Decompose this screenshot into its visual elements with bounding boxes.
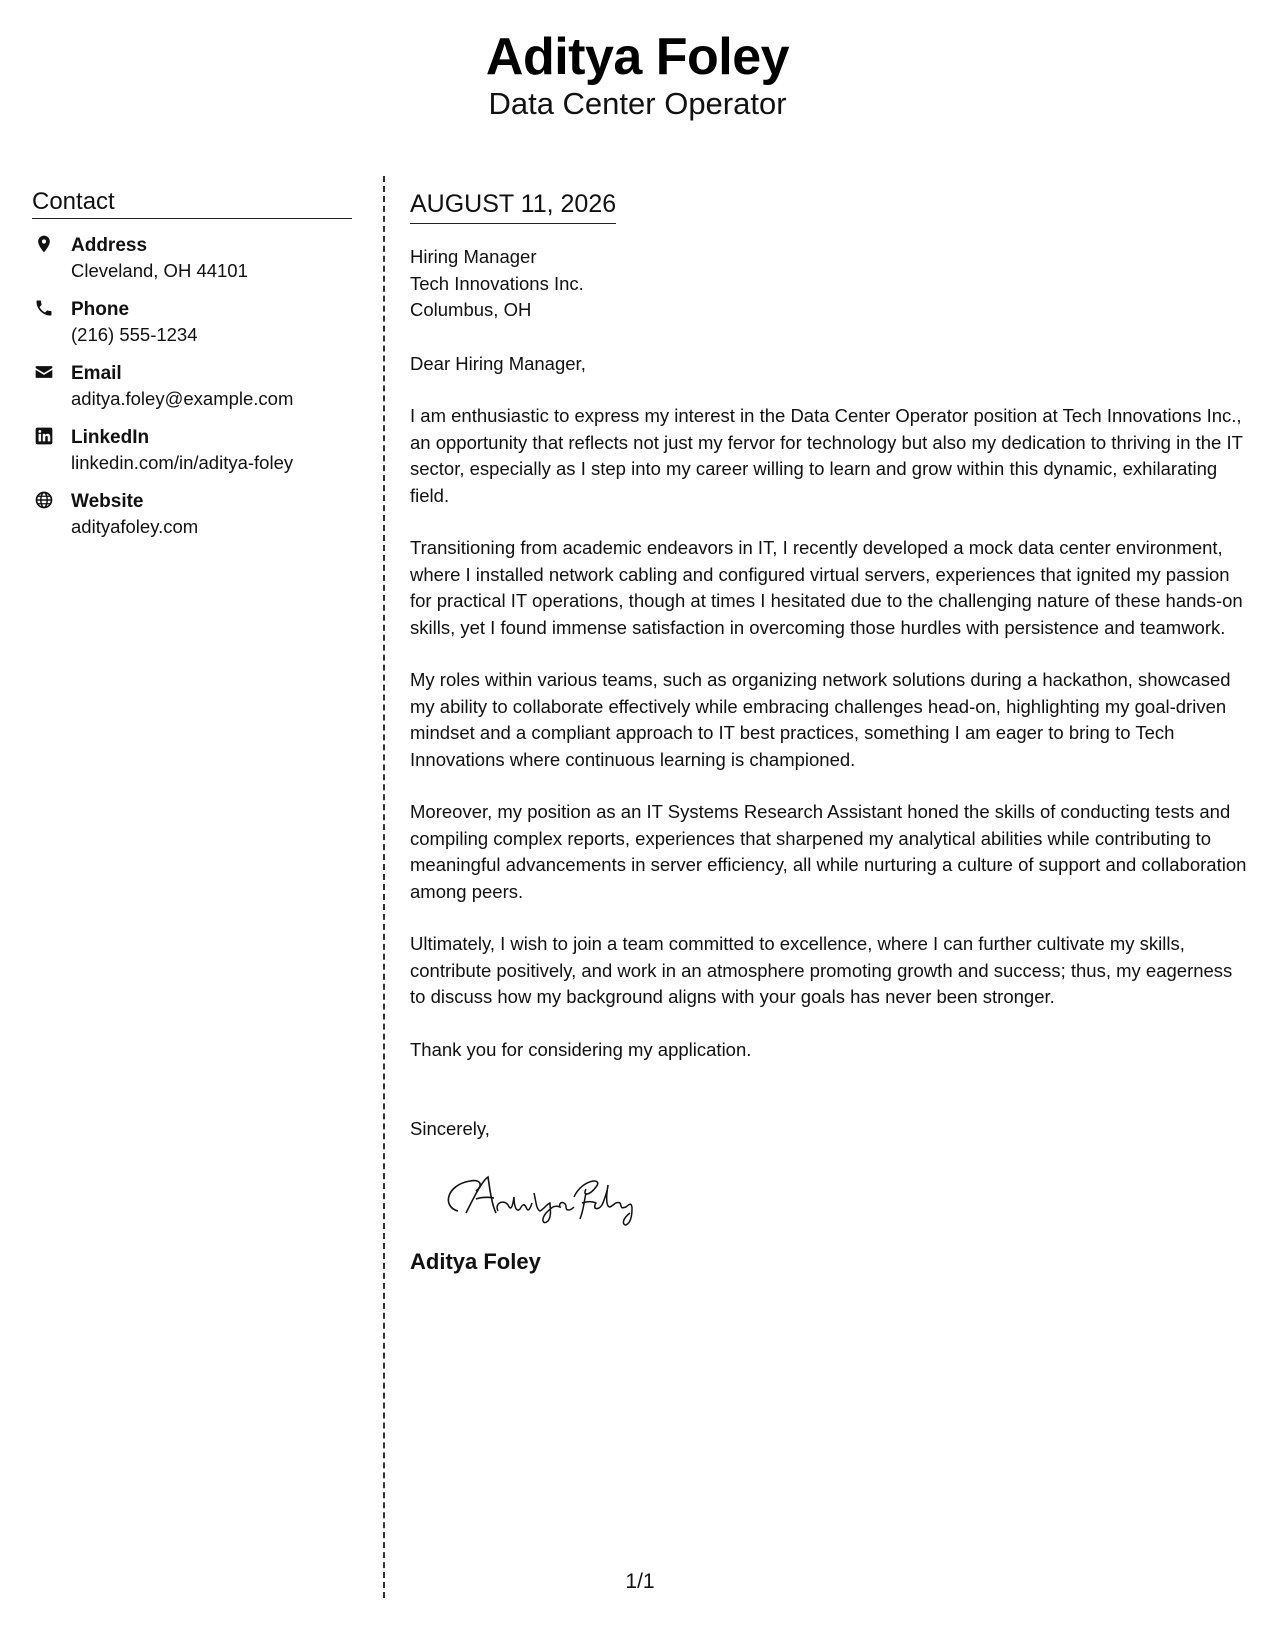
address-value: Cleveland, OH 44101 — [71, 260, 248, 281]
candidate-name: Aditya Foley — [485, 28, 790, 86]
letter-paragraph: Transitioning from academic endeavors in IT, I recently developed a mock data center environment, where I installed network cabling and configured virtual servers, experiences that ignited my passion for practical IT operations, though at times I hesitated due to the challenging nature of these hands-on skills, yet I found immense satisfaction in overcoming those hurdles with persistence and teamwork. — [410, 537, 1243, 638]
resume-header — [0, 30, 1275, 121]
envelope-icon — [34, 362, 54, 382]
contact-item-email — [32, 361, 352, 411]
column-divider — [383, 176, 385, 1598]
letter-paragraph: I am enthusiastic to express my interest in the Data Center Operator position at Tech Innovations Inc., an opportunity that reflects not just my fervor for technology but also my dedication to thriving in the IT sector, especially as I step into my career willing to learn and grow within this dynamic, exhilarating field. — [410, 405, 1243, 506]
linkedin-label: LinkedIn — [71, 427, 150, 448]
phone-label: Phone — [71, 299, 130, 320]
email-label: Email — [71, 363, 122, 384]
contact-item-website — [32, 489, 352, 539]
contact-sidebar — [32, 188, 352, 553]
website-value: adityafoley.com — [71, 516, 199, 537]
letter-body — [410, 190, 1250, 1275]
letter-date: AUGUST 11, 2026 — [410, 190, 616, 224]
contact-item-phone — [32, 297, 352, 347]
globe-icon — [34, 490, 54, 510]
linkedin-icon — [34, 426, 54, 446]
phone-icon — [34, 298, 54, 318]
email-value: aditya.foley@example.com — [71, 388, 294, 409]
map-pin-icon — [34, 234, 54, 254]
phone-value: (216) 555-1234 — [71, 324, 198, 345]
salutation: Dear Hiring Manager, — [410, 352, 586, 374]
contact-item-address — [32, 233, 352, 283]
contact-item-linkedin — [32, 425, 352, 475]
letter-paragraph: My roles within various teams, such as organizing network solutions during a hackathon, showcased my ability to collaborate effectively while embracing challenges head-on, highlighting my goal-driven mindset and a compliant approach to IT best practices, something I am eager to bring to Tech Innovations where continuous learning is championed. — [410, 669, 1231, 770]
linkedin-value: linkedin.com/in/aditya-foley — [71, 452, 294, 473]
recipient-line: Hiring Manager — [410, 246, 537, 267]
page-number: 1/1 — [625, 1570, 655, 1593]
recipient-line: Tech Innovations Inc. — [410, 272, 584, 294]
contact-heading: Contact — [32, 188, 352, 219]
letter-paragraph: Thank you for considering my application. — [410, 1038, 752, 1060]
letter-paragraph: Ultimately, I wish to join a team committed to excellence, where I can further cultivate my skills, contribute positively, and work in an atmosphere promoting growth and success; thus, my eagerness to discuss how my background aligns with your goals has never been stronger. — [410, 933, 1233, 1007]
signer-name: Aditya Foley — [410, 1248, 541, 1274]
letter-paragraph: Moreover, my position as an IT Systems Research Assistant honed the skills of conducting tests and compiling complex reports, experiences that sharpened my analytical abilities while contributing to meaningful advancements in server efficiency, all while nurturing a culture of support and collaboration among peers. — [410, 801, 1247, 902]
recipient-line: Columbus, OH — [410, 299, 532, 320]
closing: Sincerely, — [410, 1118, 490, 1139]
address-label: Address — [71, 235, 148, 256]
website-label: Website — [71, 491, 144, 512]
job-title: Data Center Operator — [488, 85, 787, 121]
recipient-block — [410, 244, 1250, 324]
handwritten-signature — [436, 1167, 656, 1231]
